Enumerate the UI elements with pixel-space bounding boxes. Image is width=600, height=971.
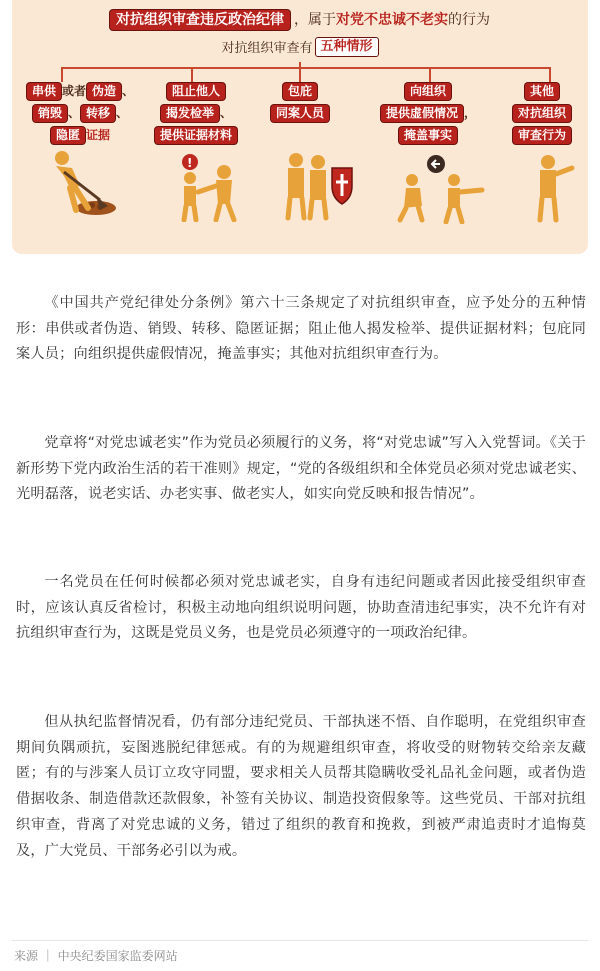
sep: 、 <box>220 106 233 120</box>
case-column-5 <box>502 80 582 146</box>
tag-accomplices: 同案人员 <box>271 105 329 122</box>
tag-resist-org: 对抗组织 <box>513 105 571 122</box>
banner-title-sep: ，属于 <box>294 12 336 28</box>
word-or: 或者 <box>61 84 86 98</box>
tag-false-info: 提供虚假情况 <box>381 105 463 122</box>
tag-destroy: 销毁 <box>33 105 67 122</box>
banner-title <box>12 9 588 31</box>
case-column-1 <box>16 80 144 146</box>
sep: 、 <box>116 106 129 120</box>
banner-title-tail: 的行为 <box>448 12 490 28</box>
tag-cover-facts: 掩盖事实 <box>399 127 457 144</box>
banner-title-box: 对抗组织审查违反政治纪律 <box>110 10 290 30</box>
sep: ， <box>464 106 477 120</box>
tag-report: 揭发检举 <box>161 105 219 122</box>
case-column-2 <box>148 80 244 146</box>
article-paragraph-2: 党章将“对党忠诚老实”作为党员必须履行的义务，将“对党忠诚”写入入党誓词。《关于新形势下党内政治生活的若干准则》规定，“党的各级组织和全体党员必须对党忠诚老实、光明磊落，说老实话、办老实事、做老实人，如实向党反映和报告情况”。 <box>16 435 586 503</box>
tag-review-act: 审查行为 <box>513 127 571 144</box>
pointing-figure-icon <box>392 150 492 224</box>
article-paragraph-3: 一名党员在任何时候都必须对党忠诚老实，自身有违纪问题或者因此接受组织审查时，应该认真反省检讨，积极主动地向组织说明问题，协助查清违纪事实，决不允许有对抗组织审查行为，这既是党员义务，也是党员必须遵守的一项政治纪律。 <box>16 574 586 642</box>
source-credit: 来源 ｜ 中央纪委国家监委网站 <box>14 949 178 963</box>
banner-title-emphasis: 对党不忠诚不老实 <box>336 12 448 28</box>
tag-stop-others: 阻止他人 <box>167 83 225 100</box>
footer-divider <box>12 940 588 941</box>
infographic-banner <box>12 0 588 254</box>
article-paragraph-4: 但从执纪监督情况看，仍有部分违纪党员、干部执迷不悟、自作聪明，在党组织审查期间负隅顽抗，妄图逃脱纪律惩戒。有的为规避组织审查，将收受的财物转交给亲友藏匿；有的与涉案人员订立攻守同盟，要求相关人员帮其隐瞒收受礼品礼金问题，或者伪造借据收条、制造借款还款假象，补签有关协议、制造投资假象等。这些党员、干部对抗组织审查，背离了对党忠诚的义务，错过了组织的教育和挽救，到被严肃追责时才追悔莫及，广大党员、干部务必引以为戒。 <box>16 714 586 859</box>
resisting-figure-icon <box>520 150 580 224</box>
tag-to-org: 向组织 <box>405 83 451 100</box>
shield-figure-icon <box>274 148 364 222</box>
banner-subtitle-text: 对抗组织审查有 <box>221 41 313 56</box>
tag-forge: 伪造 <box>87 83 121 100</box>
tag-other: 其他 <box>525 83 559 100</box>
tag-hide: 隐匿 <box>51 127 85 144</box>
svg-text:!: ! <box>187 156 193 170</box>
case-column-4 <box>372 80 484 146</box>
sep: 、 <box>67 106 80 120</box>
digging-figure-icon <box>34 148 124 218</box>
blocking-figure-icon <box>162 150 252 222</box>
banner-subtitle <box>12 36 588 57</box>
word-evidence: 证据 <box>86 128 111 142</box>
sep: 、 <box>122 84 135 98</box>
tag-transfer: 转移 <box>81 105 115 122</box>
banner-subtitle-box: 五种情形 <box>315 37 379 57</box>
tag-shield: 包庇 <box>283 83 317 100</box>
tag-collusion: 串供 <box>27 83 61 100</box>
article-paragraph-1: 《中国共产党纪律处分条例》第六十三条规定了对抗组织审查，应予处分的五种情形：串供或者伪造、销毁、转移、隐匿证据；阻止他人揭发检举、提供证据材料；包庇同案人员；向组织提供虚假情况，掩盖事实；其他对抗组织审查行为。 <box>16 295 586 363</box>
case-column-3 <box>258 80 342 124</box>
tag-provide-evidence: 提供证据材料 <box>155 127 237 144</box>
